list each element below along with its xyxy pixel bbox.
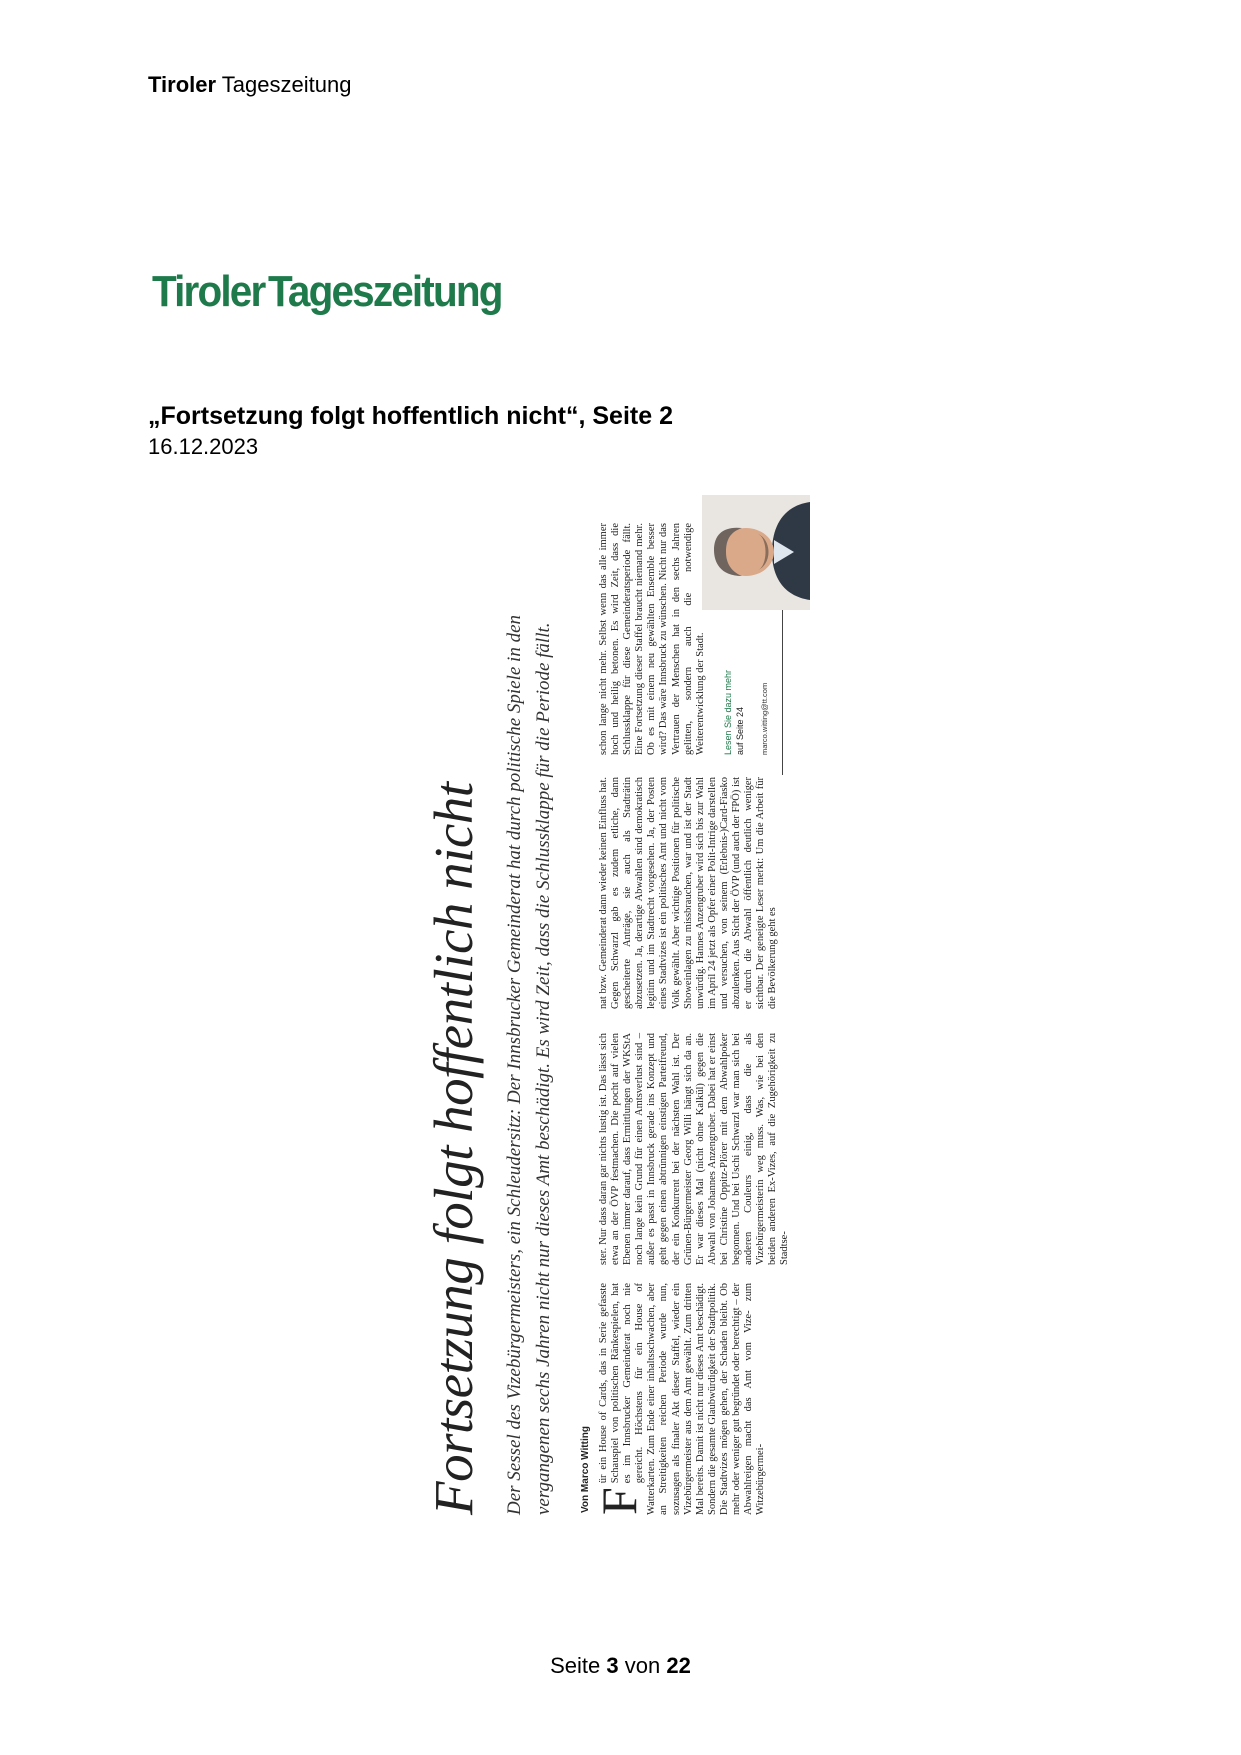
publication-name-bold: Tiroler [148,72,217,97]
clipping-subtitle: Der Sessel des Vizebürgermeisters, ein Schleudersitz: Der Innsbrucker Gemeinderat hat durch politische Spiele in den vergangenen sechs Jahren nicht nur dieses Amt beschädigt. Es wird Zeit, dass die Schlussklappe für die Periode fällt. [504,614,554,1515]
read-more-note [722,625,746,755]
clipping-byline: Von Marco Witting [580,1426,591,1513]
clipping-column-1 [591,1283,798,1515]
publication-header [148,72,351,98]
clipping-headline: Fortsetzung folgt hoffentlich nicht [423,782,484,1515]
author-photo [702,495,810,610]
clipping-rotated-page [423,495,810,1515]
clipping-column-2: ster. Nur dass daran gar nichts lustig ist. Das lässt sich etwa an der ÖVP festmachen. Die pocht auf vielen Ebenen immer darauf, dass Ermittlungen der WKStA noch lange kein Grund für einen Amtsverlust sind – außer es passt in Innsbruck gerade ins Konzept und geht gegen einen abtrünnigen einstigen Parteifreund, der ein Konkurrent bei der nächsten Wahl ist. Der Grünen-Bürgermeister Georg Willi hängt sich da an. Er war dieses Mal (nicht ohne Kalkül) gegen die Abwahl von Johannes Anzengruber. Dabei hat er einst bei Christine Oppitz-Plörer mit dem Abwahlpoker begonnen. Und bei Uschi Schwarzl war man sich bei anderen Couleurs einig, dass die als Vizebürgermeisterin weg muss. Was, wie bei den beiden anderen Ex-Vizes, auf die Zugehörigkeit zu Stadtse- [598,1033,791,1265]
clipping-column-4: schon lange nicht mehr. Selbst wenn das alle immer hoch und heilig betonen. Es wird Zeit, dass die Schlussklappe für diese Gemeinderatsperiode fällt. Eine Fortsetzung dieser Staffel braucht niemand mehr. Ob es mit einem neu gewählten Ensemble besser wird? Das wäre Innsbruck zu wünschen. Nicht nur das Vertrauen der Menschen hat in den sechs Jahren gelitten, sondern auch die notwendige Weiterentwicklung der Stadt. [598,523,706,755]
newspaper-clipping [423,495,810,1515]
clipping-column-3: nat bzw. Gemeinderat dann wieder keinen Einfluss hat. Gegen Schwarzl gab es zudem etliche, dann gescheiterte Anträge, sie auch als Stadträtin abzusetzen. Ja, derartige Abwahlen sind demokratisch legitim und im Stadtrecht vorgesehen. Ja, der Posten eines Stadtvizes ist ein politisches Amt und nicht vom Volk gewählt. Aber wichtige Positionen für politische Showeinlagen zu missbrauchen, war und ist der Stadt unwürdig. Hannes Anzengruber wird sich bis zur Wahl im April 24 jetzt als Opfer einer Polit-Intrige darstellen und versuchen, von seinem (Erlebnis-)Card-Fiasko abzulenken. Aus Sicht der ÖVP (und auch der FPÖ) ist er durch die Abwahl öffentlich deutlich weniger sichtbar. Der geneigte Leser merkt: Um die Arbeit für die Bevölkerung geht es [598,777,779,1009]
dropcap: F [591,1487,647,1515]
article-date: 16.12.2023 [148,434,259,459]
author-portrait-image [702,495,810,610]
column-1-text: ür ein House of Cards, das in Serie gefasste Schauspiel von politischen Ränkespielen, hat es im Innsbrucker Gemeinderat noch nie gereicht. Höchstens für ein House of Watterkarten. Zum Ende einer inhaltsschwachen, aber an Streitigkeiten reichen Periode wurde nun, sozusagen als finaler Akt dieser Staffel, wieder ein Vizebürgermeister aus dem Amt gewählt. Zum dritten Mal bereits. Damit ist nicht nur dieses Amt beschädigt. Sondern die gesamte Glaubwürdigkeit der Stadtpolitik. Die Stadtvizes mögen gehen, der Schaden bleibt. Ob mehr oder weniger gut begründet oder berechtigt – der Abwahlreigen macht das Amt vom Vize- zum Witzebürgermei- [598,1283,767,1515]
page-footer [0,1653,1241,1679]
footer-current-page: 3 [606,1653,619,1678]
newspaper-logo [152,262,502,322]
publication-name-regular: Tageszeitung [221,72,352,97]
read-more-page: auf Seite 24 [735,706,745,755]
logo-text-right: Tageszeitung [268,267,502,316]
footer-total-pages: 22 [666,1653,691,1678]
footer-middle: von [624,1653,661,1678]
author-email: marco.witting@tt.com [760,682,769,755]
article-title: „Fortsetzung folgt hoffentlich nicht“, Seite 2 [148,402,673,430]
read-more-label: Lesen Sie dazu mehr [723,669,733,755]
footer-prefix: Seite [550,1653,601,1678]
logo-text-left: Tiroler [152,267,265,316]
